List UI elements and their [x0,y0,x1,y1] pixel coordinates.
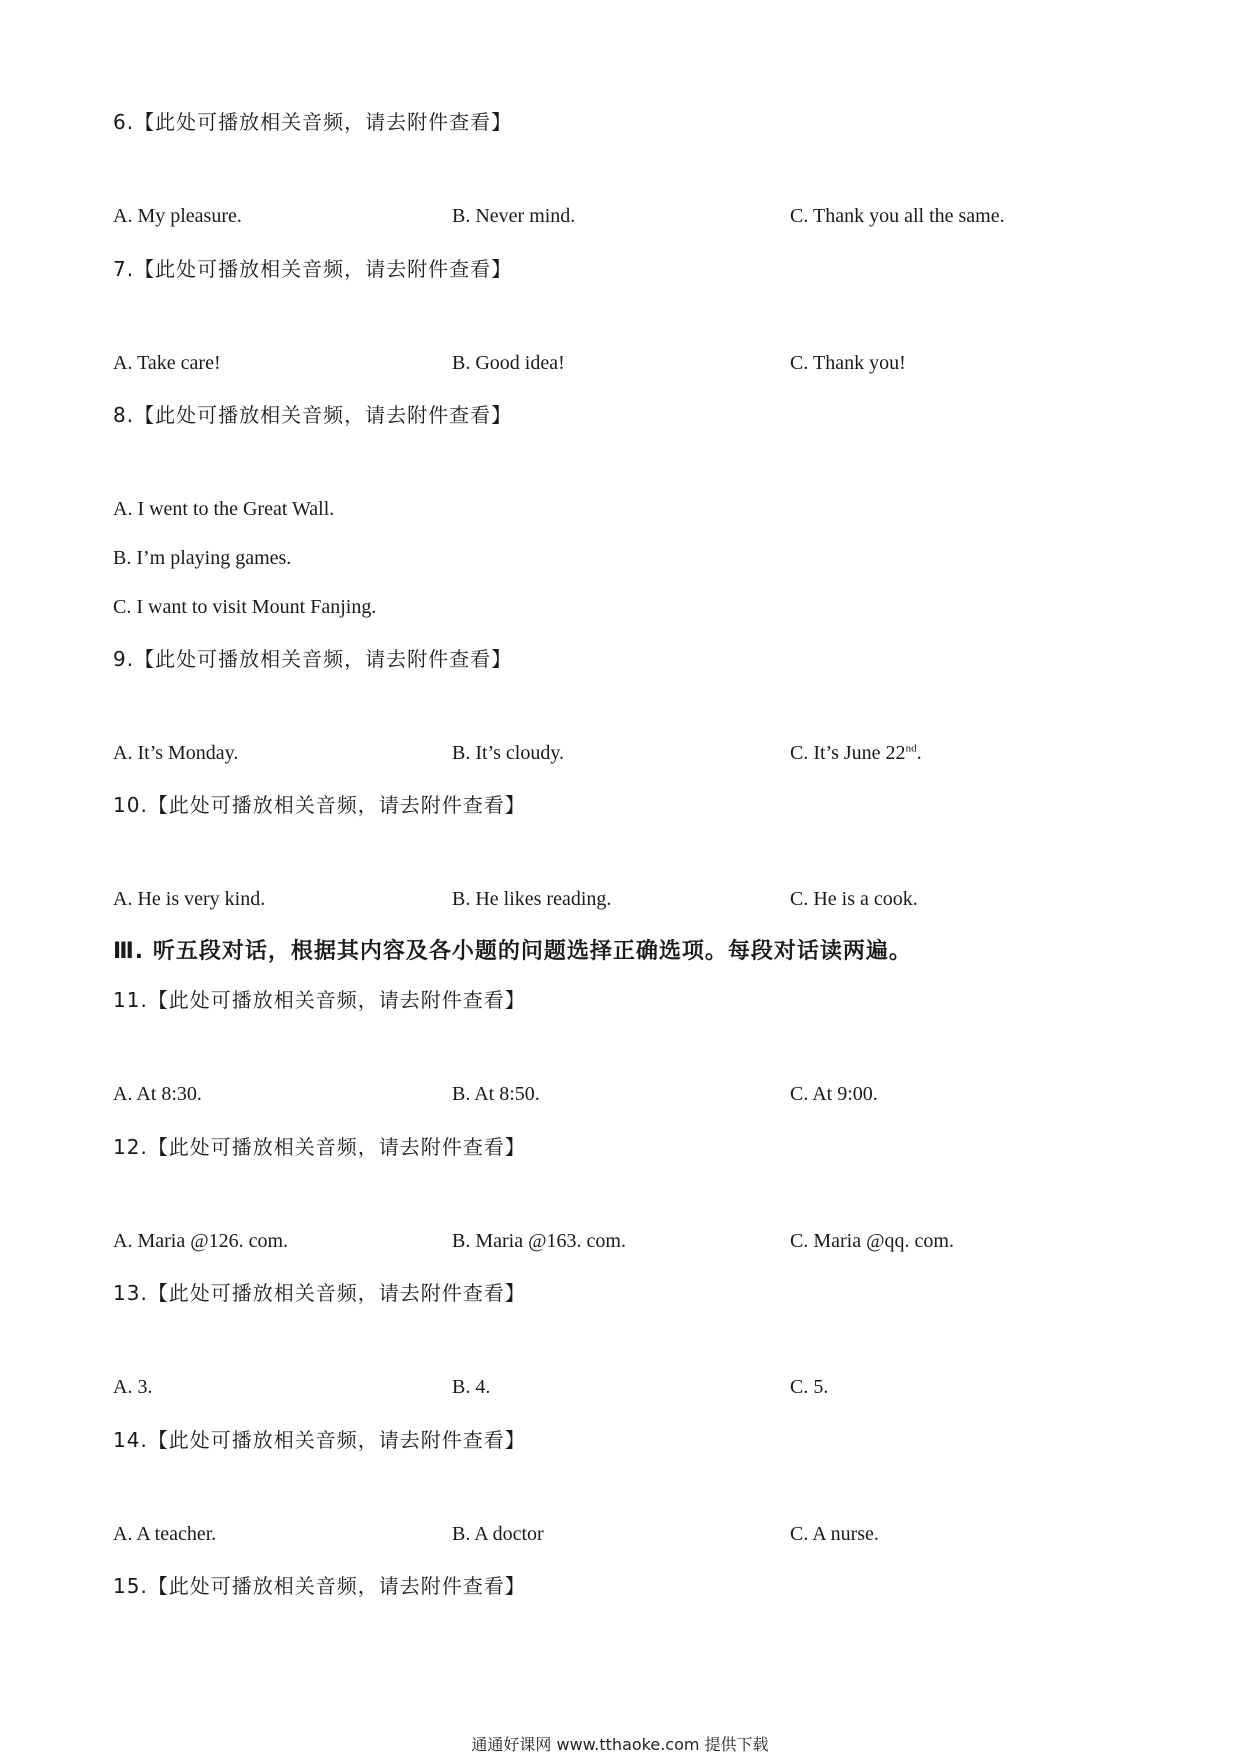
q9-option-c-text: C. It’s June 22 [790,742,906,764]
q8-option-b: B. I’m playing games. [113,547,292,569]
q11-option-c: C. At 9:00. [790,1083,878,1105]
q7-option-b: B. Good idea! [452,352,565,374]
question-14-prompt: 14.【此处可播放相关音频，请去附件查看】 [113,1428,526,1452]
q14-option-c: C. A nurse. [790,1523,879,1545]
q7-option-a: A. Take care! [113,352,221,374]
q11-option-a: A. At 8:30. [113,1083,202,1105]
q10-option-a: A. He is very kind. [113,888,266,910]
q10-option-c: C. He is a cook. [790,888,918,910]
question-7-prompt: 7.【此处可播放相关音频，请去附件查看】 [113,257,513,281]
q10-option-b: B. He likes reading. [452,888,612,910]
question-12-prompt: 12.【此处可播放相关音频，请去附件查看】 [113,1135,526,1159]
q14-option-a: A. A teacher. [113,1523,217,1545]
question-6-prompt: 6.【此处可播放相关音频，请去附件查看】 [113,110,513,134]
q8-option-c: C. I want to visit Mount Fanjing. [113,596,377,618]
question-9-prompt: 9.【此处可播放相关音频，请去附件查看】 [113,647,513,671]
q13-option-a: A. 3. [113,1376,153,1398]
q9-option-a: A. It’s Monday. [113,742,239,764]
q8-option-a: A. I went to the Great Wall. [113,498,335,520]
q6-option-b: B. Never mind. [452,205,576,227]
q13-option-c: C. 5. [790,1376,829,1398]
footer-watermark: 通通好课网 www.tthaoke.com 提供下载 [471,1735,769,1754]
q12-option-b: B. Maria @163. com. [452,1230,626,1252]
q7-option-c: C. Thank you! [790,352,906,374]
q13-option-b: B. 4. [452,1376,491,1398]
q9-option-b: B. It’s cloudy. [452,742,565,764]
q14-option-b: B. A doctor [452,1523,544,1545]
question-10-prompt: 10.【此处可播放相关音频，请去附件查看】 [113,793,526,817]
q6-option-a: A. My pleasure. [113,205,242,227]
q9-option-c-suffix: nd [905,742,917,755]
q9-option-c-tail: . [916,742,922,764]
question-11-prompt: 11.【此处可播放相关音频，请去附件查看】 [113,988,526,1012]
question-13-prompt: 13.【此处可播放相关音频，请去附件查看】 [113,1281,526,1305]
q6-option-c: C. Thank you all the same. [790,205,1005,227]
q11-option-b: B. At 8:50. [452,1083,540,1105]
question-8-prompt: 8.【此处可播放相关音频，请去附件查看】 [113,403,513,427]
section-3-heading: Ⅲ. 听五段对话，根据其内容及各小题的问题选择正确选项。每段对话读两遍。 [113,939,912,964]
question-15-prompt: 15.【此处可播放相关音频，请去附件查看】 [113,1574,526,1598]
q12-option-a: A. Maria @126. com. [113,1230,289,1252]
q9-option-c [790,742,922,765]
q12-option-c: C. Maria @qq. com. [790,1230,954,1252]
